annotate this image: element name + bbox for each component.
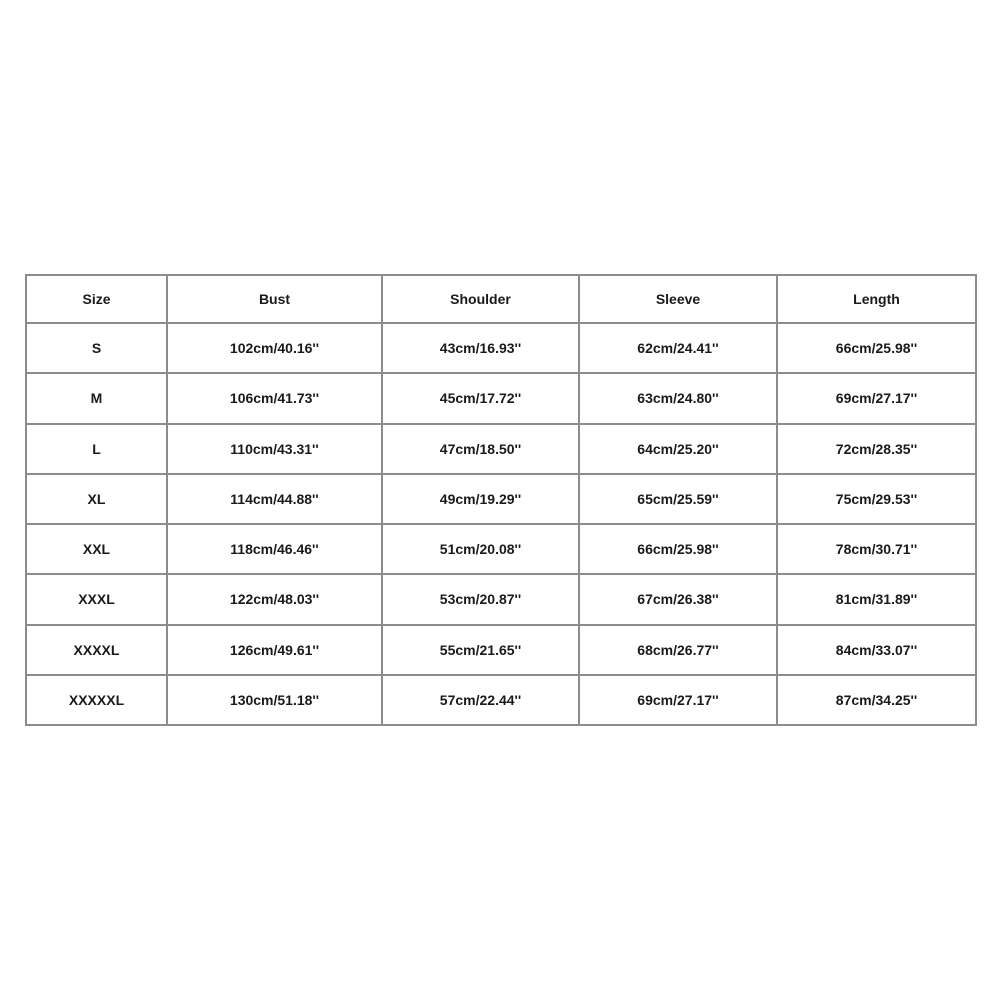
sleeve-cell: 68cm/26.77'' bbox=[579, 625, 777, 675]
size-chart-table bbox=[25, 274, 977, 726]
size-cell: XXXXXL bbox=[26, 675, 167, 725]
shoulder-cell: 45cm/17.72'' bbox=[382, 373, 579, 423]
shoulder-cell: 53cm/20.87'' bbox=[382, 574, 579, 624]
length-cell: 72cm/28.35'' bbox=[777, 424, 976, 474]
sleeve-cell: 64cm/25.20'' bbox=[579, 424, 777, 474]
bust-cell: 102cm/40.16'' bbox=[167, 323, 382, 373]
shoulder-cell: 43cm/16.93'' bbox=[382, 323, 579, 373]
length-cell: 75cm/29.53'' bbox=[777, 474, 976, 524]
sleeve-cell: 67cm/26.38'' bbox=[579, 574, 777, 624]
sleeve-cell: 66cm/25.98'' bbox=[579, 524, 777, 574]
size-cell: XXXL bbox=[26, 574, 167, 624]
bust-cell: 114cm/44.88'' bbox=[167, 474, 382, 524]
table-row bbox=[26, 625, 976, 675]
sleeve-cell: 63cm/24.80'' bbox=[579, 373, 777, 423]
bust-cell: 110cm/43.31'' bbox=[167, 424, 382, 474]
length-cell: 87cm/34.25'' bbox=[777, 675, 976, 725]
header-shoulder: Shoulder bbox=[382, 275, 579, 323]
length-cell: 81cm/31.89'' bbox=[777, 574, 976, 624]
table-row bbox=[26, 524, 976, 574]
header-length: Length bbox=[777, 275, 976, 323]
table-row bbox=[26, 474, 976, 524]
sleeve-cell: 69cm/27.17'' bbox=[579, 675, 777, 725]
bust-cell: 130cm/51.18'' bbox=[167, 675, 382, 725]
header-sleeve: Sleeve bbox=[579, 275, 777, 323]
shoulder-cell: 49cm/19.29'' bbox=[382, 474, 579, 524]
shoulder-cell: 51cm/20.08'' bbox=[382, 524, 579, 574]
size-cell: L bbox=[26, 424, 167, 474]
sleeve-cell: 65cm/25.59'' bbox=[579, 474, 777, 524]
bust-cell: 106cm/41.73'' bbox=[167, 373, 382, 423]
size-cell: XL bbox=[26, 474, 167, 524]
size-cell: S bbox=[26, 323, 167, 373]
size-cell: XXXXL bbox=[26, 625, 167, 675]
bust-cell: 122cm/48.03'' bbox=[167, 574, 382, 624]
table-row bbox=[26, 424, 976, 474]
header-bust: Bust bbox=[167, 275, 382, 323]
size-cell: M bbox=[26, 373, 167, 423]
table-row bbox=[26, 373, 976, 423]
header-size: Size bbox=[26, 275, 167, 323]
table-row bbox=[26, 675, 976, 725]
length-cell: 69cm/27.17'' bbox=[777, 373, 976, 423]
length-cell: 66cm/25.98'' bbox=[777, 323, 976, 373]
bust-cell: 126cm/49.61'' bbox=[167, 625, 382, 675]
sleeve-cell: 62cm/24.41'' bbox=[579, 323, 777, 373]
table-row bbox=[26, 323, 976, 373]
shoulder-cell: 47cm/18.50'' bbox=[382, 424, 579, 474]
length-cell: 78cm/30.71'' bbox=[777, 524, 976, 574]
bust-cell: 118cm/46.46'' bbox=[167, 524, 382, 574]
size-cell: XXL bbox=[26, 524, 167, 574]
length-cell: 84cm/33.07'' bbox=[777, 625, 976, 675]
shoulder-cell: 57cm/22.44'' bbox=[382, 675, 579, 725]
table-row bbox=[26, 574, 976, 624]
shoulder-cell: 55cm/21.65'' bbox=[382, 625, 579, 675]
header-row bbox=[26, 275, 976, 323]
